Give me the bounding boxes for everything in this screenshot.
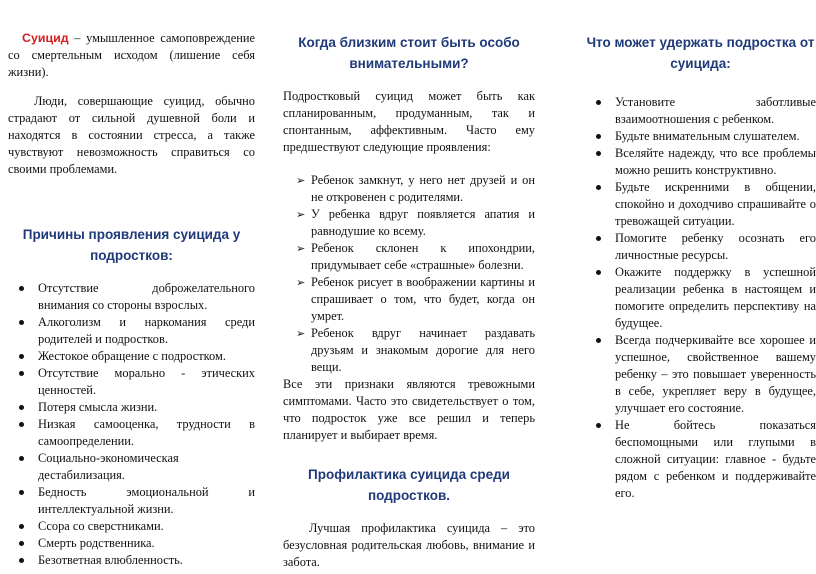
definition-paragraph <box>8 30 255 81</box>
list-item: Безответная влюбленность. <box>8 552 255 569</box>
column-warning-signs <box>283 30 535 571</box>
list-item: Бедность эмоциональной и интеллектуальной жизни. <box>8 484 255 518</box>
list-item: ➢ У ребенка вдруг появляется апатия и равнодушие ко всему. <box>296 207 535 238</box>
list-item: ➢ Ребенок рисует в воображении картины и спрашивает о том, что будет, когда он умрет. <box>296 275 535 323</box>
list-item: Алкоголизм и наркомания среди родителей и подростков. <box>8 314 255 348</box>
causes-list <box>8 280 255 569</box>
column-support <box>585 30 816 502</box>
list-item: Ссора со сверстниками. <box>8 518 255 535</box>
list-item: Жестокое обращение с подростком. <box>8 348 255 365</box>
list-item: ➢ Ребенок склонен к ипохондрии, придумывает себе «страшные» болезни. <box>296 241 535 272</box>
list-item: ➢ Ребенок замкнут, у него нет друзей и он не откровенен с родителями. <box>296 173 535 204</box>
warning-signs-list <box>283 172 535 376</box>
prevention-paragraph: Лучшая профилактика суицида – это безусловная родительская любовь, внимание и забота. <box>283 521 535 569</box>
causes-heading: Причины проявления суицида у подростков: <box>22 227 241 263</box>
list-item: Всегда подчеркивайте все хорошее и успешное, свойственное вашему ребенку – это повышает уверенность в себе, укрепляет веру в будущее, улучшает его состояние. <box>585 332 816 417</box>
list-item: Смерть родственника. <box>8 535 255 552</box>
arrow-icon: ➢ <box>296 208 306 221</box>
list-item: ➢ Ребенок вдруг начинает раздавать друзьям и знакомым дорогие для него вещи. <box>296 326 535 374</box>
list-item: Будьте искренними в общении, спокойно и доходчиво спрашивайте о тревожащей ситуации. <box>585 179 816 230</box>
list-item: Помогите ребенку осознать его личностные ресурсы. <box>585 230 816 264</box>
warning-intro-paragraph: Подростковый суицид может быть как спланированным, продуманным, так и спонтанным, аффективным. Часто ему предшествуют следующие проявления: <box>283 89 535 154</box>
list-item: Окажите поддержку в успешной реализации ребенка в настоящем и помогите определить перспективу на будущее. <box>585 264 816 332</box>
list-item: Установите заботливые взаимоотношения с ребенком. <box>585 94 816 128</box>
arrow-icon: ➢ <box>296 276 306 289</box>
support-heading: Что может удержать подростка от суицида: <box>586 35 815 71</box>
prevention-heading: Профилактика суицида среди подростков. <box>308 467 510 503</box>
symptoms-paragraph: Все эти признаки являются тревожными симптомами. Часто это свидетельствует о том, что подросток уже все решил и теперь планирует и выбирает время. <box>283 377 535 442</box>
list-item: Социально-экономическая дестабилизация. <box>8 450 255 484</box>
list-item: Отсутствие морально - этических ценностей. <box>8 365 255 399</box>
arrow-icon: ➢ <box>296 327 306 340</box>
list-item: Вселяйте надежду, что все проблемы можно решить конструктивно. <box>585 145 816 179</box>
arrow-icon: ➢ <box>296 174 306 187</box>
list-item: Отсутствие доброжелательного внимания со стороны взрослых. <box>8 280 255 314</box>
column-definition-causes <box>8 30 255 569</box>
arrow-icon: ➢ <box>296 242 306 255</box>
support-list <box>585 94 816 502</box>
definition-term: Суицид <box>22 31 69 45</box>
list-item: Потеря смысла жизни. <box>8 399 255 416</box>
list-item: Будьте внимательным слушателем. <box>585 128 816 145</box>
definition-text: – умышленное самоповреждение со смертельным исходом (лишение себя жизни). <box>8 31 255 79</box>
stress-paragraph: Люди, совершающие суицид, обычно страдают от сильной душевной боли и находятся в состоянии стресса, а также чувствуют невозможность справиться со своими проблемами. <box>8 94 255 176</box>
list-item: Низкая самооценка, трудности в самоопределении. <box>8 416 255 450</box>
warning-heading: Когда близким стоит быть особо внимательными? <box>298 35 520 71</box>
list-item: Не бойтесь показаться беспомощными или глупыми в сложной ситуации: главное - будьте рядом с ребенком и поддерживайте его. <box>585 417 816 502</box>
